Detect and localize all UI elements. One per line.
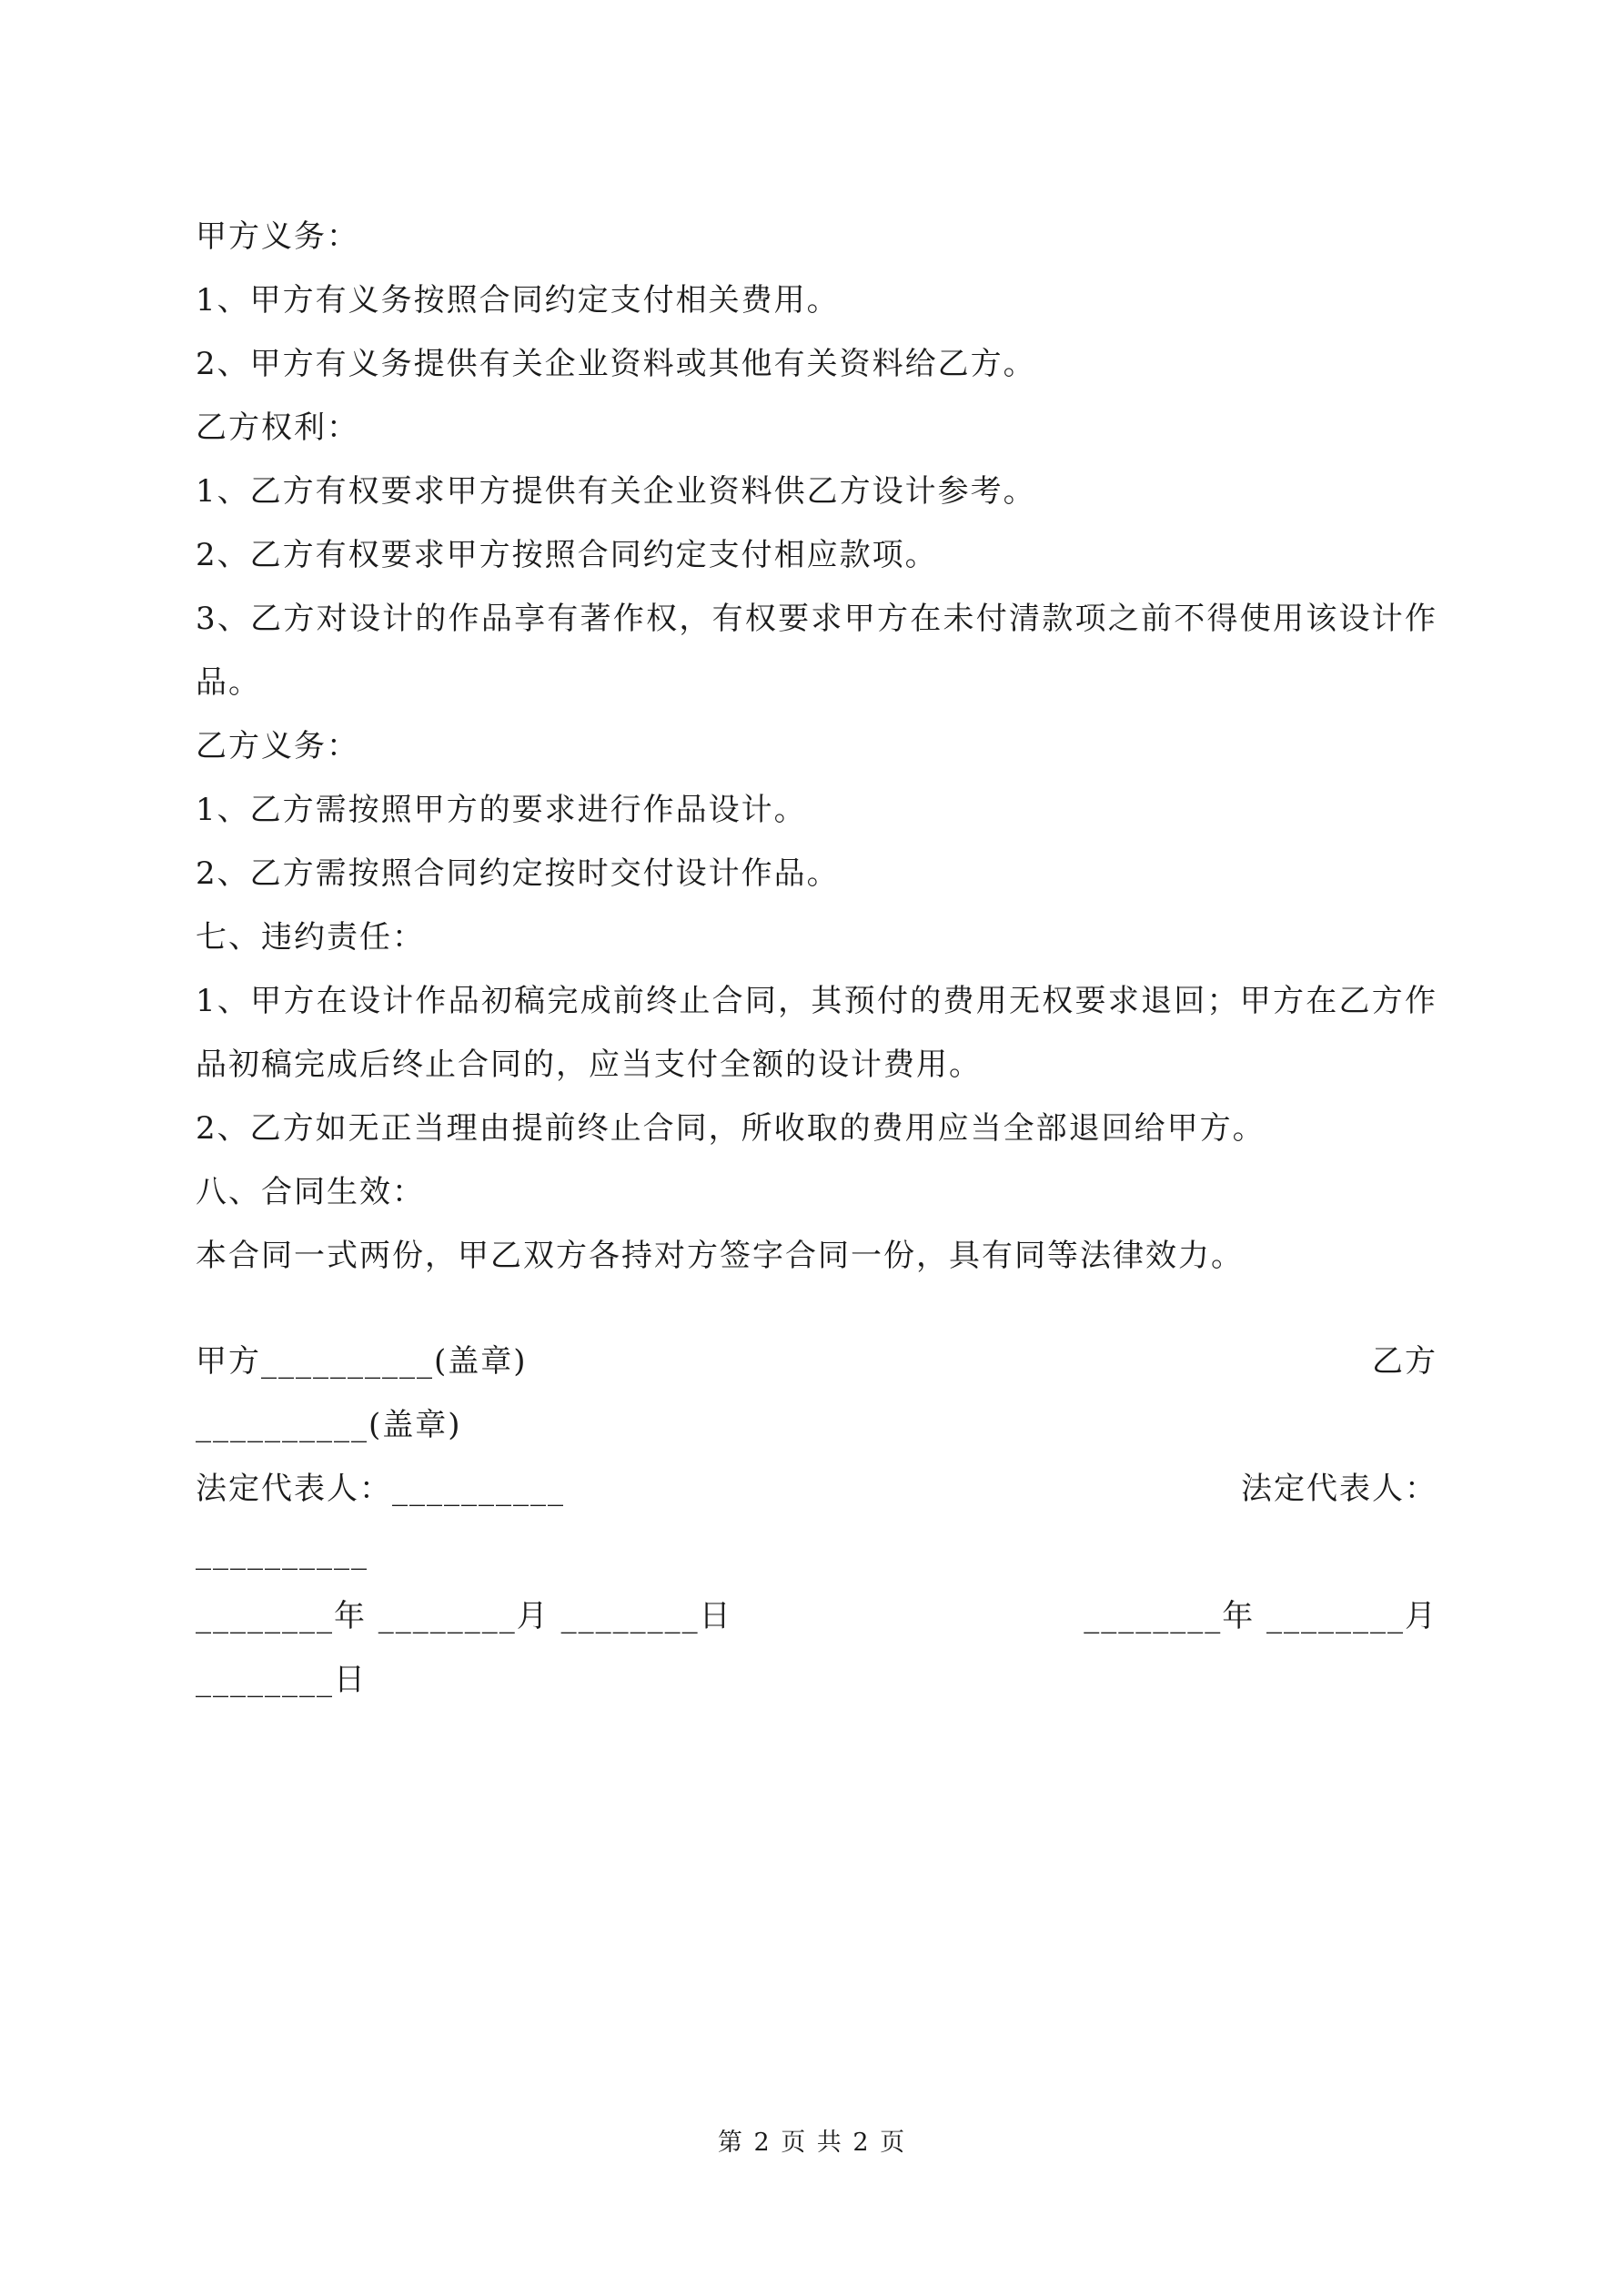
party-b-obligation-1: 1、乙方需按照甲方的要求进行作品设计。 [196, 792, 807, 828]
party-b-seal-line: __________(盖章) [196, 1407, 462, 1443]
party-a-obligations-heading: 甲方义务： [196, 218, 359, 255]
party-a-seal-line: 甲方__________(盖章) [196, 1343, 528, 1380]
party-b-obligation-2: 2、乙方需按照合同约定按时交付设计作品。 [196, 855, 840, 892]
signature-row-3 [196, 1457, 1437, 1521]
party-b-rights-heading: 乙方权利： [196, 410, 359, 446]
party-b-representative-line: __________ [196, 1534, 368, 1571]
effect-heading: 八、合同生效： [196, 1174, 425, 1210]
breach-clause-2: 2、乙方如无正当理由提前终止合同，所收取的费用应当全部退回给甲方。 [196, 1110, 1266, 1147]
signature-row-5 [196, 1584, 1437, 1648]
page-footer: 第 2 页 共 2 页 [717, 2129, 907, 2157]
party-b-obligations-heading: 乙方义务： [196, 728, 359, 764]
breach-clause-1: 1、甲方在设计作品初稿完成前终止合同，其预付的费用无权要求退回；甲方在乙方作品初稿完成后终止合同的，应当支付全额的设计费用。 [196, 983, 1437, 1083]
party-b-representative-label: 法定代表人： [1241, 1471, 1437, 1507]
party-b-label: 乙方 [1372, 1343, 1437, 1380]
signature-row-4 [196, 1521, 1437, 1584]
party-a-obligation-1: 1、甲方有义务按照合同约定支付相关费用。 [196, 282, 840, 319]
contract-body [196, 205, 1437, 1712]
party-b-right-3: 3、乙方对设计的作品享有著作权，有权要求甲方在未付清款项之前不得使用该设计作品。 [196, 601, 1437, 701]
party-b-right-1: 1、乙方有权要求甲方提供有关企业资料供乙方设计参考。 [196, 473, 1036, 510]
signature-row-2 [196, 1393, 1437, 1457]
breach-heading: 七、违约责任： [196, 919, 425, 956]
signature-row-1 [196, 1330, 1437, 1393]
party-a-representative: 法定代表人：__________ [196, 1471, 565, 1507]
party-b-right-2: 2、乙方有权要求甲方按照合同约定支付相应款项。 [196, 537, 938, 573]
party-a-obligation-2: 2、甲方有义务提供有关企业资料或其他有关资料给乙方。 [196, 346, 1036, 382]
spacer [196, 1288, 1437, 1330]
signature-row-6 [196, 1648, 1437, 1712]
party-b-date-year-month: ________年 ________月 [1084, 1598, 1437, 1634]
party-b-date-day: ________日 [196, 1662, 367, 1698]
party-a-date: ________年 ________月 ________日 [196, 1598, 732, 1634]
effect-clause: 本合同一式两份，甲乙双方各持对方签字合同一份，具有同等法律效力。 [196, 1238, 1244, 1274]
